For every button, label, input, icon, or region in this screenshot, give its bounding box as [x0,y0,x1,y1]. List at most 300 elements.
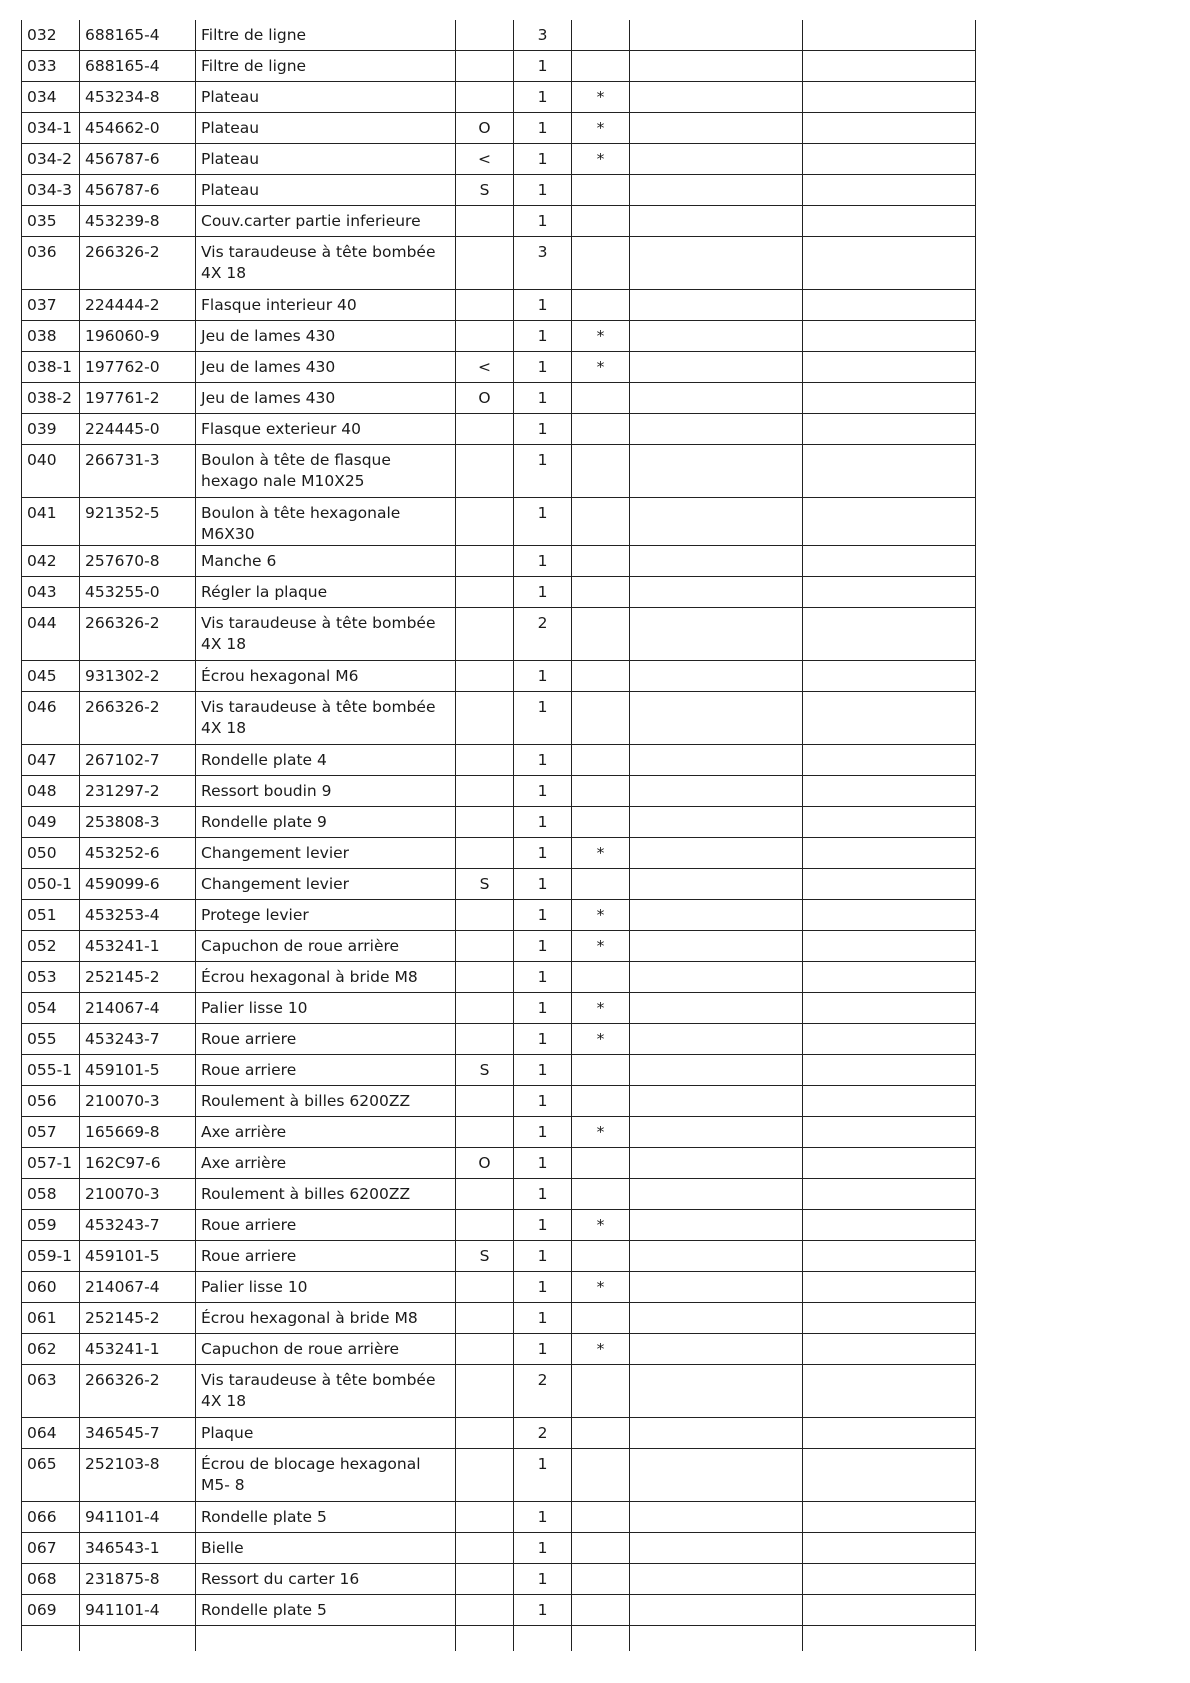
part-code: 453243-7 [80,1210,196,1241]
quantity: 1 [514,498,572,546]
blank-cell [630,1564,803,1595]
part-description: Plateau [196,144,456,175]
table-row [22,931,976,962]
part-description: Régler la plaque [196,577,456,608]
blank-cell [803,1055,976,1086]
variant-mark [456,608,514,661]
blank-cell [803,869,976,900]
blank-cell [803,1086,976,1117]
parts-table [21,20,976,1651]
note-mark [572,692,630,745]
variant-mark [456,838,514,869]
table-row [22,1086,976,1117]
variant-mark [456,1179,514,1210]
variant-mark: < [456,144,514,175]
blank-cell [803,1303,976,1334]
note-mark [572,383,630,414]
part-description: Palier lisse 10 [196,1272,456,1303]
variant-mark [456,20,514,51]
blank-cell [196,1626,456,1652]
note-mark [572,175,630,206]
table-row [22,661,976,692]
table-row [22,237,976,290]
blank-cell [630,144,803,175]
part-description: Rondelle plate 5 [196,1502,456,1533]
part-code: 266326-2 [80,608,196,661]
note-mark [572,237,630,290]
blank-cell [630,1024,803,1055]
note-mark: * [572,144,630,175]
blank-cell [803,993,976,1024]
part-description: Roulement à billes 6200ZZ [196,1179,456,1210]
note-mark: * [572,1334,630,1365]
blank-cell [803,414,976,445]
part-description: Écrou hexagonal M6 [196,661,456,692]
table-row [22,113,976,144]
part-code: 688165-4 [80,20,196,51]
note-mark [572,290,630,321]
part-description: Rondelle plate 4 [196,745,456,776]
quantity: 1 [514,807,572,838]
part-number-ref: 034 [22,82,80,113]
part-code: 346543-1 [80,1533,196,1564]
blank-cell [803,237,976,290]
part-code: 210070-3 [80,1086,196,1117]
variant-mark [456,321,514,352]
note-mark [572,206,630,237]
variant-mark [456,1365,514,1418]
part-number-ref: 053 [22,962,80,993]
variant-mark [456,745,514,776]
note-mark: * [572,931,630,962]
part-code: 197761-2 [80,383,196,414]
part-description: Jeu de lames 430 [196,383,456,414]
quantity: 1 [514,546,572,577]
variant-mark [456,1502,514,1533]
note-mark: * [572,993,630,1024]
variant-mark [456,206,514,237]
part-description: Roue arriere [196,1241,456,1272]
note-mark: * [572,352,630,383]
note-mark [572,962,630,993]
note-mark [572,661,630,692]
part-code: 453255-0 [80,577,196,608]
note-mark [572,20,630,51]
part-code: 252103-8 [80,1449,196,1502]
quantity: 1 [514,1055,572,1086]
quantity: 1 [514,869,572,900]
part-description: Ressort du carter 16 [196,1564,456,1595]
parts-table-body [22,20,976,1651]
quantity: 1 [514,931,572,962]
part-code: 231875-8 [80,1564,196,1595]
note-mark: * [572,113,630,144]
part-number-ref: 041 [22,498,80,546]
table-row [22,1148,976,1179]
part-number-ref: 037 [22,290,80,321]
part-number-ref: 064 [22,1418,80,1449]
part-description: Ressort boudin 9 [196,776,456,807]
blank-cell [630,608,803,661]
table-row [22,1502,976,1533]
part-number-ref: 068 [22,1564,80,1595]
blank-cell [803,206,976,237]
table-row [22,20,976,51]
blank-cell [630,113,803,144]
part-number-ref: 043 [22,577,80,608]
part-number-ref: 038-2 [22,383,80,414]
part-number-ref: 061 [22,1303,80,1334]
quantity: 1 [514,577,572,608]
note-mark [572,1418,630,1449]
blank-cell [456,1626,514,1652]
variant-mark [456,1272,514,1303]
part-description: Flasque exterieur 40 [196,414,456,445]
note-mark [572,807,630,838]
blank-cell [630,1148,803,1179]
part-description: Roulement à billes 6200ZZ [196,1086,456,1117]
note-mark [572,1303,630,1334]
variant-mark [456,962,514,993]
table-row [22,175,976,206]
blank-cell [803,20,976,51]
part-number-ref: 032 [22,20,80,51]
note-mark: * [572,1117,630,1148]
note-mark [572,498,630,546]
blank-cell [803,1418,976,1449]
blank-cell [630,1179,803,1210]
variant-mark: < [456,352,514,383]
part-description: Axe arrière [196,1117,456,1148]
note-mark [572,869,630,900]
part-number-ref: 063 [22,1365,80,1418]
part-number-ref: 057-1 [22,1148,80,1179]
part-code: 941101-4 [80,1595,196,1626]
table-row [22,1241,976,1272]
part-number-ref: 050 [22,838,80,869]
quantity: 1 [514,1210,572,1241]
part-code: 453252-6 [80,838,196,869]
blank-cell [630,290,803,321]
part-description: Plaque [196,1418,456,1449]
part-code: 453243-7 [80,1024,196,1055]
variant-mark [456,290,514,321]
blank-cell [630,20,803,51]
note-mark: * [572,82,630,113]
part-description: Boulon à tête de flasque hexago nale M10X25 [196,445,456,498]
table-row [22,1418,976,1449]
part-number-ref: 038-1 [22,352,80,383]
part-description: Plateau [196,175,456,206]
part-number-ref: 059 [22,1210,80,1241]
quantity: 2 [514,1418,572,1449]
variant-mark: O [456,1148,514,1179]
variant-mark [456,1564,514,1595]
quantity: 1 [514,113,572,144]
variant-mark [456,498,514,546]
part-description: Vis taraudeuse à tête bombée 4X 18 [196,692,456,745]
variant-mark [456,1449,514,1502]
blank-cell [630,1502,803,1533]
blank-cell [803,113,976,144]
table-row-blank [22,1626,976,1652]
blank-cell [630,931,803,962]
part-description: Capuchon de roue arrière [196,1334,456,1365]
part-number-ref: 042 [22,546,80,577]
quantity: 1 [514,900,572,931]
part-number-ref: 038 [22,321,80,352]
blank-cell [803,1365,976,1418]
blank-cell [630,1626,803,1652]
part-description: Vis taraudeuse à tête bombée 4X 18 [196,1365,456,1418]
blank-cell [630,1334,803,1365]
variant-mark [456,1117,514,1148]
note-mark: * [572,1272,630,1303]
note-mark: * [572,838,630,869]
part-description: Axe arrière [196,1148,456,1179]
variant-mark [456,661,514,692]
variant-mark [456,51,514,82]
blank-cell [803,1179,976,1210]
blank-cell [630,1241,803,1272]
blank-cell [803,900,976,931]
part-code: 456787-6 [80,175,196,206]
part-code: 459101-5 [80,1241,196,1272]
part-number-ref: 044 [22,608,80,661]
variant-mark: S [456,1055,514,1086]
part-code: 210070-3 [80,1179,196,1210]
table-row [22,745,976,776]
part-description: Écrou hexagonal à bride M8 [196,1303,456,1334]
quantity: 1 [514,1502,572,1533]
part-number-ref: 034-3 [22,175,80,206]
table-row [22,869,976,900]
part-number-ref: 040 [22,445,80,498]
part-code: 266731-3 [80,445,196,498]
blank-cell [630,1117,803,1148]
table-row [22,51,976,82]
part-number-ref: 050-1 [22,869,80,900]
blank-cell [630,1303,803,1334]
quantity: 1 [514,1024,572,1055]
part-description: Bielle [196,1533,456,1564]
part-code: 214067-4 [80,993,196,1024]
blank-cell [630,414,803,445]
part-description: Changement levier [196,869,456,900]
blank-cell [630,237,803,290]
variant-mark [456,807,514,838]
note-mark: * [572,1210,630,1241]
blank-cell [630,546,803,577]
blank-cell [630,776,803,807]
quantity: 1 [514,1564,572,1595]
part-description: Roue arriere [196,1055,456,1086]
note-mark [572,776,630,807]
part-number-ref: 055 [22,1024,80,1055]
blank-cell [803,692,976,745]
part-code: 267102-7 [80,745,196,776]
blank-cell [803,1241,976,1272]
table-row [22,546,976,577]
part-code: 921352-5 [80,498,196,546]
blank-cell [630,1533,803,1564]
part-code: 266326-2 [80,1365,196,1418]
table-row [22,962,976,993]
part-code: 688165-4 [80,51,196,82]
part-code: 453241-1 [80,1334,196,1365]
quantity: 1 [514,745,572,776]
note-mark [572,1179,630,1210]
part-number-ref: 036 [22,237,80,290]
note-mark [572,414,630,445]
part-number-ref: 057 [22,1117,80,1148]
part-number-ref: 051 [22,900,80,931]
variant-mark [456,993,514,1024]
part-number-ref: 034-2 [22,144,80,175]
part-number-ref: 048 [22,776,80,807]
table-row [22,1334,976,1365]
quantity: 1 [514,144,572,175]
part-code: 266326-2 [80,237,196,290]
part-code: 459099-6 [80,869,196,900]
table-row [22,807,976,838]
note-mark [572,1241,630,1272]
note-mark [572,1148,630,1179]
part-number-ref: 046 [22,692,80,745]
blank-cell [803,1148,976,1179]
part-number-ref: 056 [22,1086,80,1117]
blank-cell [630,383,803,414]
table-row [22,414,976,445]
variant-mark: S [456,175,514,206]
blank-cell [630,498,803,546]
part-description: Protege levier [196,900,456,931]
part-code: 196060-9 [80,321,196,352]
variant-mark [456,82,514,113]
part-code: 346545-7 [80,1418,196,1449]
part-number-ref: 045 [22,661,80,692]
blank-cell [630,1449,803,1502]
part-code: 266326-2 [80,692,196,745]
note-mark [572,1595,630,1626]
blank-cell [803,383,976,414]
part-number-ref: 062 [22,1334,80,1365]
table-row [22,692,976,745]
part-code: 453253-4 [80,900,196,931]
table-row [22,498,976,546]
part-description: Roue arriere [196,1210,456,1241]
table-row [22,1365,976,1418]
blank-cell [630,321,803,352]
blank-cell [803,1626,976,1652]
quantity: 1 [514,692,572,745]
blank-cell [630,692,803,745]
table-row [22,1564,976,1595]
part-description: Vis taraudeuse à tête bombée 4X 18 [196,608,456,661]
blank-cell [803,546,976,577]
part-code: 214067-4 [80,1272,196,1303]
blank-cell [803,1595,976,1626]
quantity: 1 [514,290,572,321]
quantity: 1 [514,962,572,993]
note-mark [572,51,630,82]
part-code: 453241-1 [80,931,196,962]
blank-cell [803,608,976,661]
part-number-ref: 059-1 [22,1241,80,1272]
part-number-ref: 034-1 [22,113,80,144]
variant-mark: S [456,1241,514,1272]
table-row [22,1595,976,1626]
variant-mark [456,1595,514,1626]
blank-cell [803,962,976,993]
part-description: Manche 6 [196,546,456,577]
variant-mark [456,1086,514,1117]
part-number-ref: 052 [22,931,80,962]
blank-cell [630,1210,803,1241]
blank-cell [630,577,803,608]
variant-mark [456,1418,514,1449]
quantity: 1 [514,1117,572,1148]
blank-cell [630,962,803,993]
blank-cell [630,82,803,113]
variant-mark [456,577,514,608]
blank-cell [803,661,976,692]
blank-cell [630,352,803,383]
quantity: 1 [514,82,572,113]
table-row [22,82,976,113]
blank-cell [630,993,803,1024]
variant-mark [456,900,514,931]
part-code: 197762-0 [80,352,196,383]
blank-cell [803,82,976,113]
part-description: Écrou hexagonal à bride M8 [196,962,456,993]
part-description: Capuchon de roue arrière [196,931,456,962]
blank-cell [803,175,976,206]
blank-cell [630,1086,803,1117]
part-number-ref: 058 [22,1179,80,1210]
part-description: Jeu de lames 430 [196,352,456,383]
note-mark [572,1449,630,1502]
table-row [22,776,976,807]
variant-mark: O [456,113,514,144]
part-number-ref: 033 [22,51,80,82]
quantity: 1 [514,1595,572,1626]
table-row [22,290,976,321]
part-description: Roue arriere [196,1024,456,1055]
blank-cell [803,290,976,321]
quantity: 3 [514,237,572,290]
note-mark [572,546,630,577]
variant-mark [456,1303,514,1334]
quantity: 1 [514,1533,572,1564]
quantity: 1 [514,1272,572,1303]
blank-cell [803,1334,976,1365]
blank-cell [803,776,976,807]
blank-cell [803,321,976,352]
table-row [22,608,976,661]
variant-mark [456,1210,514,1241]
part-number-ref: 054 [22,993,80,1024]
quantity: 1 [514,51,572,82]
table-row [22,1210,976,1241]
part-number-ref: 039 [22,414,80,445]
blank-cell [630,1418,803,1449]
part-description: Rondelle plate 9 [196,807,456,838]
part-description: Plateau [196,82,456,113]
table-row [22,144,976,175]
table-row [22,206,976,237]
blank-cell [803,1449,976,1502]
